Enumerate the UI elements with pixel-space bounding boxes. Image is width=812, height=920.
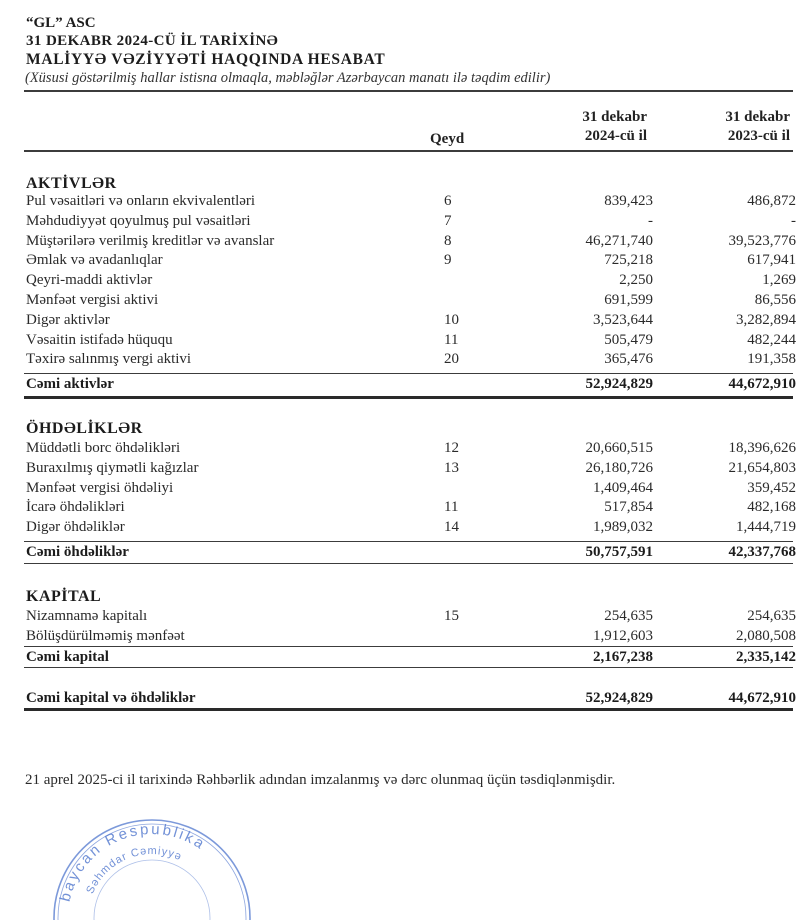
value-2024: 1,912,603 [593, 627, 653, 644]
value-2023: 191,358 [747, 351, 796, 368]
equity-subtotal-rule [24, 646, 793, 647]
table-row [26, 479, 796, 498]
section-heading-liabilities [26, 419, 792, 438]
section-heading-label: ÖHDƏLİKLƏR [26, 420, 143, 437]
total-value-2024: 2,167,238 [593, 649, 653, 665]
total-label: Cəmi kapital [26, 649, 109, 665]
value-2024: 20,660,515 [585, 440, 653, 456]
line-item-label: Pul vəsaitləri və onların ekvivalentləri [26, 193, 256, 209]
value-2023: - [791, 212, 796, 229]
line-item-label: Mənfəət vergisi aktivi [26, 292, 159, 308]
liabilities-total-rule [24, 563, 793, 564]
line-item-label: Müddətli borc öhdəlikləri [26, 440, 181, 456]
table-row [26, 518, 796, 537]
company-stamp [40, 800, 260, 920]
stamp-outer-text: baycan Respublika [56, 820, 210, 904]
value-2023: 617,941 [747, 252, 796, 269]
value-2023: 3,282,894 [736, 311, 796, 328]
note-reference: 15 [444, 608, 459, 624]
total-label: Cəmi öhdəliklər [26, 544, 129, 560]
approval-statement: 21 aprel 2025-ci il tarixində Rəhbərlik adından imzalanmış və dərc olunmaq üçün təsdiqlənmişdir. [25, 772, 616, 788]
value-2023: 254,635 [747, 608, 796, 624]
value-2024: 517,854 [604, 499, 653, 516]
value-2023: 486,872 [747, 193, 796, 209]
line-item-label: Digər öhdəliklər [26, 519, 125, 536]
table-row [26, 498, 796, 517]
note-reference: 11 [444, 499, 459, 516]
value-2024: 839,423 [604, 193, 653, 209]
value-2024: 26,180,726 [585, 459, 653, 476]
total-value-2023: 44,672,910 [728, 690, 796, 706]
table-row [26, 607, 796, 626]
section-heading-assets [26, 174, 792, 193]
table-row [26, 439, 796, 458]
value-2024: 1,989,032 [593, 519, 653, 536]
value-2023: 21,654,803 [728, 459, 796, 476]
total-row-equity-and-liabilities [26, 689, 796, 708]
total-label: Cəmi aktivlər [26, 376, 114, 392]
value-2023: 2,080,508 [736, 627, 796, 644]
total-label: Cəmi kapital və öhdəliklər [26, 690, 196, 706]
column-header-rule [24, 150, 793, 152]
note-reference: 6 [444, 193, 452, 209]
line-item-label: Mənfəət vergisi öhdəliyi [26, 479, 174, 496]
grand-total-rule [24, 708, 793, 711]
table-row [26, 212, 796, 231]
table-row [26, 311, 796, 330]
equity-total-rule [24, 667, 793, 668]
total-value-2023: 44,672,910 [728, 376, 796, 392]
company-name: “GL” ASC [26, 15, 96, 31]
total-value-2024: 50,757,591 [585, 544, 653, 560]
note-reference: 11 [444, 331, 459, 348]
table-row [26, 331, 796, 350]
table-row [26, 459, 796, 478]
value-2023: 1,269 [762, 272, 796, 289]
section-heading-label: KAPİTAL [26, 588, 102, 605]
column-header-note: Qeyd [430, 131, 465, 147]
column-header-2024-line2: 2024-cü il [584, 128, 647, 144]
value-2023: 359,452 [747, 479, 796, 496]
report-title: MALİYYƏ VƏZİYYƏTİ HAQQINDA HESABAT [26, 51, 386, 68]
column-header-2023-line2: 2023-cü il [727, 128, 790, 144]
table-row [26, 627, 796, 646]
assets-total-rule [24, 396, 793, 399]
line-item-label: Buraxılmış qiymətli kağızlar [26, 459, 199, 476]
total-value-2024: 52,924,829 [585, 690, 653, 706]
table-row [26, 350, 796, 369]
total-value-2023: 2,335,142 [736, 649, 796, 665]
line-item-label: Nizamnamə kapitalı [26, 608, 148, 624]
currency-note: (Xüsusi göstərilmiş hallar istisna olmaqla, məbləğlər Azərbaycan manatı ilə təqdim edilir) [25, 70, 551, 86]
line-item-label: Əmlak və avadanlıqlar [26, 252, 163, 269]
line-item-label: Vəsaitin istifadə hüququ [26, 331, 173, 348]
total-row-equity [26, 648, 796, 667]
value-2023: 1,444,719 [736, 519, 796, 536]
column-header-2024 [582, 108, 647, 146]
note-reference: 12 [444, 440, 459, 456]
line-item-label: Məhdudiyyət qoyulmuş pul vəsaitləri [26, 212, 251, 229]
line-item-label: Müştərilərə verilmiş kreditlər və avanslar [26, 232, 275, 249]
value-2024: - [648, 212, 653, 229]
section-heading-label: AKTİVLƏR [26, 175, 117, 192]
liabilities-subtotal-rule [24, 541, 793, 542]
value-2023: 482,168 [747, 499, 796, 516]
note-reference: 10 [444, 311, 459, 328]
table-row [26, 251, 796, 270]
column-header-2023 [725, 108, 790, 146]
total-row-liabilities [26, 543, 796, 562]
value-2024: 254,635 [604, 608, 653, 624]
value-2023: 86,556 [754, 292, 796, 308]
total-row-assets [26, 375, 796, 394]
stamp-inner-text: Səhmdar Cəmiyyə [84, 844, 184, 896]
line-item-label: İcarə öhdəlikləri [26, 499, 125, 516]
line-item-label: Bölüşdürülməmiş mənfəət [26, 627, 185, 644]
note-reference: 9 [444, 252, 452, 269]
value-2024: 365,476 [604, 351, 653, 368]
column-header-2024-line1: 31 dekabr [582, 109, 647, 125]
section-heading-equity [26, 587, 792, 606]
value-2024: 2,250 [619, 272, 653, 289]
value-2024: 725,218 [604, 252, 653, 269]
assets-subtotal-rule [24, 373, 793, 374]
header-rule [24, 90, 793, 92]
value-2023: 18,396,626 [728, 440, 796, 456]
value-2024: 46,271,740 [585, 232, 653, 249]
report-date-line: 31 DEKABR 2024-CÜ İL TARİXİNƏ [26, 33, 279, 49]
table-row [26, 291, 796, 310]
value-2024: 1,409,464 [593, 479, 653, 496]
value-2024: 691,599 [604, 292, 653, 308]
column-header-2023-line1: 31 dekabr [725, 109, 790, 125]
note-reference: 8 [444, 232, 452, 249]
line-item-label: Digər aktivlər [26, 311, 110, 328]
table-row [26, 271, 796, 290]
total-value-2023: 42,337,768 [728, 544, 796, 560]
note-reference: 13 [444, 459, 459, 476]
value-2023: 39,523,776 [728, 232, 796, 249]
note-reference: 7 [444, 212, 452, 229]
table-row [26, 232, 796, 251]
total-value-2024: 52,924,829 [585, 376, 653, 392]
note-reference: 14 [444, 519, 459, 536]
line-item-label: Qeyri-maddi aktivlər [26, 272, 153, 289]
value-2023: 482,244 [747, 331, 796, 348]
table-row [26, 192, 796, 211]
value-2024: 505,479 [604, 331, 653, 348]
note-reference: 20 [444, 351, 459, 368]
value-2024: 3,523,644 [593, 311, 653, 328]
line-item-label: Təxirə salınmış vergi aktivi [26, 351, 192, 368]
